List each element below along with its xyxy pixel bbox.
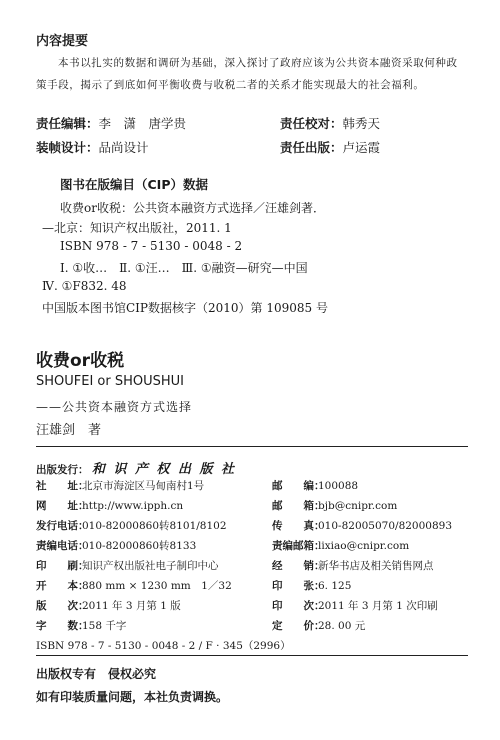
pub-right-2 — [272, 518, 452, 533]
pub-value: 知识产权出版社电子制印中心 — [82, 560, 219, 572]
credit-value: 卢运霞 — [342, 140, 381, 155]
pub-value: 2011 年 3 月第 1 版 — [82, 600, 181, 612]
book-pinyin: SHOUFEI or SHOUSHUI — [36, 374, 185, 389]
pub-left-0 — [36, 478, 204, 493]
credit-value: 韩秀天 — [342, 116, 381, 131]
pub-value: bjb@cnipr.com — [318, 500, 398, 512]
pub-right-6 — [272, 598, 438, 613]
pub-key: 经 销： — [272, 560, 325, 572]
pub-left-1 — [36, 498, 183, 513]
pub-right-3 — [272, 538, 409, 553]
pub-left-7 — [36, 618, 126, 633]
rights-reserved: 出版权专有 侵权必究 — [36, 667, 157, 681]
credit-value: 品尚设计 — [98, 140, 149, 155]
pub-left-3 — [36, 538, 196, 553]
pub-right-1 — [272, 498, 397, 513]
pub-left-4 — [36, 558, 219, 573]
quality-notice: 如有印装质量问题，本社负责调换。 — [36, 690, 229, 704]
credit-label: 责任编辑： — [36, 116, 99, 131]
pub-isbn-price: ISBN 978 - 7 - 5130 - 0048 - 2 / F · 345（2996） — [36, 640, 291, 652]
book-author: 汪雄剑 著 — [36, 423, 102, 438]
pub-value: 100088 — [318, 480, 359, 492]
credit-editor — [36, 114, 186, 132]
credit-value: 李 潇 唐学贵 — [98, 116, 187, 131]
credit-label: 装帧设计： — [36, 140, 99, 155]
pub-key: 邮 编： — [272, 480, 325, 492]
pub-right-5 — [272, 578, 351, 593]
pub-key: 网 址： — [36, 500, 89, 512]
pub-value: 6. 125 — [318, 580, 352, 592]
pub-key: 定 价： — [272, 620, 325, 632]
pub-key: 印 次： — [272, 600, 325, 612]
pub-key: 邮 箱： — [272, 500, 325, 512]
pub-value: 010-82000860转8101/8102 — [82, 520, 227, 532]
cip-line: 收费or收税：公共资本融资方式选择／汪雄剑著． — [60, 201, 325, 215]
summary-heading: 内容提要 — [36, 34, 89, 49]
cip-line: ISBN 978 - 7 - 5130 - 0048 - 2 — [60, 239, 243, 253]
pub-key: 责编电话： — [36, 540, 89, 552]
pub-value: 28. 00 元 — [318, 620, 366, 632]
pub-key: 版 次： — [36, 600, 89, 612]
book-title: 收费or收税 — [36, 351, 125, 371]
pub-left-6 — [36, 598, 181, 613]
credit-production — [280, 138, 380, 156]
pub-key: 印 张： — [272, 580, 325, 592]
pub-right-7 — [272, 618, 365, 633]
pub-value: 新华书店及相关销售网点 — [318, 560, 434, 572]
pub-value: http://www.ipph.cn — [82, 500, 184, 512]
credit-label: 责任出版： — [280, 140, 343, 155]
pub-right-4 — [272, 558, 434, 573]
cip-line: Ⅳ. ①F832. 48 — [42, 279, 127, 293]
summary-body: 本书以扎实的数据和调研为基础，深入探讨了政府应该为公共资本融资采取何种政策手段，揭示了到底如何平衡收费与收税二者的关系才能实现最大的社会福利。 — [36, 57, 458, 91]
divider-top — [36, 446, 468, 447]
pub-value: 2011 年 3 月第 1 次印刷 — [318, 600, 438, 612]
credit-label: 责任校对： — [280, 116, 343, 131]
pub-value: 北京市海淀区马甸南村1号 — [82, 480, 205, 492]
cip-line: 中国版本图书馆CIP数据核字（2010）第 109085 号 — [42, 301, 328, 315]
cip-line: —北京：知识产权出版社，2011. 1 — [42, 221, 232, 235]
publisher-name-logo: 和 识 产 权 出 版 社 — [91, 462, 236, 477]
cip-heading: 图书在版编目（CIP）数据 — [60, 177, 208, 192]
cip-line: Ⅰ. ①收… Ⅱ. ①汪… Ⅲ. ①融资—研究—中国 — [60, 261, 308, 275]
pub-key: 责编邮箱： — [272, 540, 325, 552]
pub-left-2 — [36, 518, 227, 533]
pub-key: 印 刷： — [36, 560, 89, 572]
pub-key: 开 本： — [36, 580, 89, 592]
pub-value: 010-82000860转8133 — [82, 540, 197, 552]
pub-key: 社 址： — [36, 480, 89, 492]
pub-value: lixiao@cnipr.com — [318, 540, 410, 552]
credit-design — [36, 138, 149, 156]
pub-value: 880 mm × 1230 mm 1／32 — [82, 580, 232, 592]
publisher-label: 出版发行： — [36, 464, 89, 476]
publisher-row — [36, 458, 236, 477]
pub-key: 字 数： — [36, 620, 89, 632]
pub-key: 传 真： — [272, 520, 325, 532]
divider-bottom — [36, 655, 468, 656]
pub-right-0 — [272, 478, 358, 493]
pub-key: 发行电话： — [36, 520, 89, 532]
book-subtitle: ——公共资本融资方式选择 — [36, 400, 193, 414]
credit-proofreader — [280, 114, 380, 132]
pub-value: 158 千字 — [82, 620, 127, 632]
pub-left-5 — [36, 578, 232, 593]
pub-value: 010-82005070/82000893 — [318, 520, 453, 532]
